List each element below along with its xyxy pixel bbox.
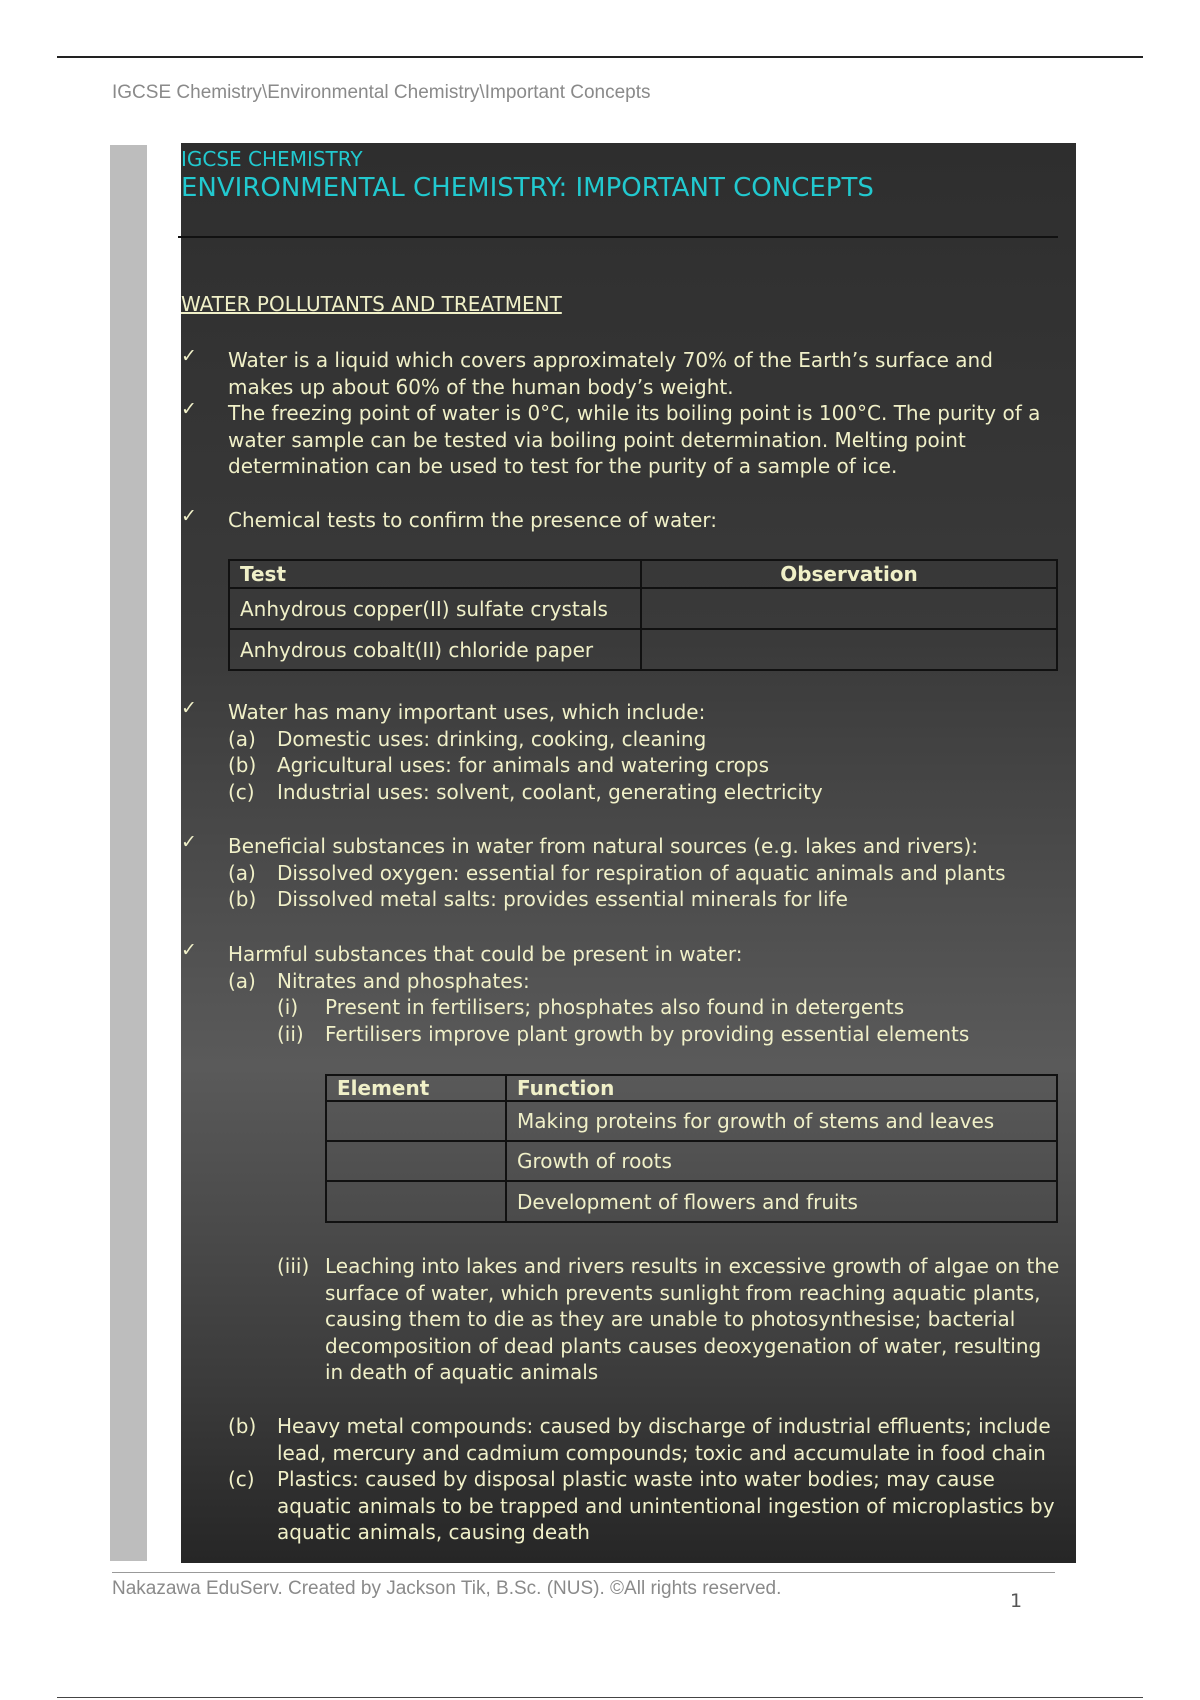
check-icon: ✓ bbox=[181, 697, 197, 719]
element-function-table bbox=[325, 1074, 1058, 1223]
header-test: Test bbox=[229, 560, 641, 588]
list-label: (c) bbox=[228, 1467, 255, 1491]
function-cell: Development of flowers and fruits bbox=[506, 1181, 1057, 1222]
list-label: (b) bbox=[228, 753, 257, 777]
check-icon: ✓ bbox=[181, 505, 197, 527]
function-cell: Growth of roots bbox=[506, 1141, 1057, 1181]
section-heading: WATER POLLUTANTS AND TREATMENT bbox=[181, 292, 562, 316]
content-panel bbox=[181, 143, 1076, 1563]
table-row bbox=[326, 1141, 1057, 1181]
list-item: Heavy metal compounds: caused by discharge of industrial effluents; include lead, mercury and cadmium compounds; toxic and accumulate in food chain bbox=[277, 1414, 1051, 1465]
list-label: (iii) bbox=[277, 1254, 310, 1278]
check-icon: ✓ bbox=[181, 939, 197, 961]
water-test-table bbox=[228, 559, 1058, 671]
list-item: Present in fertilisers; phosphates also found in detergents bbox=[325, 995, 905, 1019]
table-row bbox=[326, 1181, 1057, 1222]
check-icon: ✓ bbox=[181, 398, 197, 420]
list-label: (a) bbox=[228, 969, 256, 993]
observation-cell bbox=[641, 588, 1057, 629]
table-row bbox=[229, 588, 1057, 629]
function-cell: Making proteins for growth of stems and leaves bbox=[506, 1101, 1057, 1141]
header-element: Element bbox=[326, 1075, 506, 1101]
paragraph-beneficial: Beneficial substances in water from natural sources (e.g. lakes and rivers): bbox=[228, 834, 978, 858]
paragraph-uses: Water has many important uses, which include: bbox=[228, 700, 706, 724]
footer-rule bbox=[112, 1572, 1055, 1573]
list-label: (a) bbox=[228, 861, 256, 885]
footer-credit: Nakazawa EduServ. Created by Jackson Tik, B.Sc. (NUS). ©All rights reserved. bbox=[112, 1578, 782, 1599]
header-path: IGCSE Chemistry\Environmental Chemistry\Important Concepts bbox=[112, 82, 651, 103]
list-item: Agricultural uses: for animals and watering crops bbox=[277, 753, 770, 777]
list-label: (c) bbox=[228, 780, 255, 804]
list-item: Plastics: caused by disposal plastic waste into water bodies; may cause aquatic animals to be trapped and unintentional ingestion of microplastics by aquatic animals, causing death bbox=[277, 1467, 1055, 1544]
test-cell: Anhydrous copper(II) sulfate crystals bbox=[229, 588, 641, 629]
bottom-rule bbox=[57, 1697, 1143, 1698]
top-rule bbox=[57, 56, 1143, 58]
list-item: Leaching into lakes and rivers results in excessive growth of algae on the surface of water, which prevents sunlight from reaching aquatic plants, causing them to die as they are unable to photosynthesise; bacterial decomposition of dead plants causes deoxygenation of water, resulting in death of aquatic animals bbox=[325, 1254, 1060, 1384]
title-rule bbox=[178, 236, 1058, 238]
list-label: (ii) bbox=[277, 1022, 304, 1046]
test-cell: Anhydrous cobalt(II) chloride paper bbox=[229, 629, 641, 670]
table-header-row bbox=[326, 1075, 1057, 1101]
check-icon: ✓ bbox=[181, 831, 197, 853]
table-row bbox=[326, 1101, 1057, 1141]
element-cell bbox=[326, 1101, 506, 1141]
list-label: (i) bbox=[277, 995, 299, 1019]
table-header-row bbox=[229, 560, 1057, 588]
paragraph-chemical-tests: Chemical tests to confirm the presence of water: bbox=[228, 508, 718, 532]
table-row bbox=[229, 629, 1057, 670]
list-item: Industrial uses: solvent, coolant, generating electricity bbox=[277, 780, 823, 804]
list-label: (a) bbox=[228, 727, 256, 751]
doc-title: ENVIRONMENTAL CHEMISTRY: IMPORTANT CONCEPTS bbox=[181, 173, 874, 203]
check-icon: ✓ bbox=[181, 345, 197, 367]
list-item: Dissolved metal salts: provides essential minerals for life bbox=[277, 887, 848, 911]
header-observation: Observation bbox=[641, 560, 1057, 588]
paragraph-water-coverage: Water is a liquid which covers approximately 70% of the Earth’s surface and makes up about 60% of the human body’s weight. bbox=[228, 348, 993, 399]
list-item: Domestic uses: drinking, cooking, cleaning bbox=[277, 727, 707, 751]
header-function: Function bbox=[506, 1075, 1057, 1101]
list-label: (b) bbox=[228, 887, 257, 911]
list-item: Dissolved oxygen: essential for respiration of aquatic animals and plants bbox=[277, 861, 1006, 885]
list-item: Fertilisers improve plant growth by providing essential elements bbox=[325, 1022, 970, 1046]
page-number: 1 bbox=[1010, 1590, 1023, 1612]
observation-cell bbox=[641, 629, 1057, 670]
element-cell bbox=[326, 1141, 506, 1181]
doc-subtitle: IGCSE CHEMISTRY bbox=[181, 147, 363, 171]
list-label: (b) bbox=[228, 1414, 257, 1438]
list-item: Nitrates and phosphates: bbox=[277, 969, 530, 993]
paragraph-freezing-point: The freezing point of water is 0°C, while its boiling point is 100°C. The purity of a water sample can be tested via boiling point determination. Melting point determination can be used to test for the purity of a sample of ice. bbox=[228, 401, 1041, 478]
paragraph-harmful: Harmful substances that could be present in water: bbox=[228, 942, 743, 966]
side-bar bbox=[110, 145, 147, 1561]
element-cell bbox=[326, 1181, 506, 1222]
